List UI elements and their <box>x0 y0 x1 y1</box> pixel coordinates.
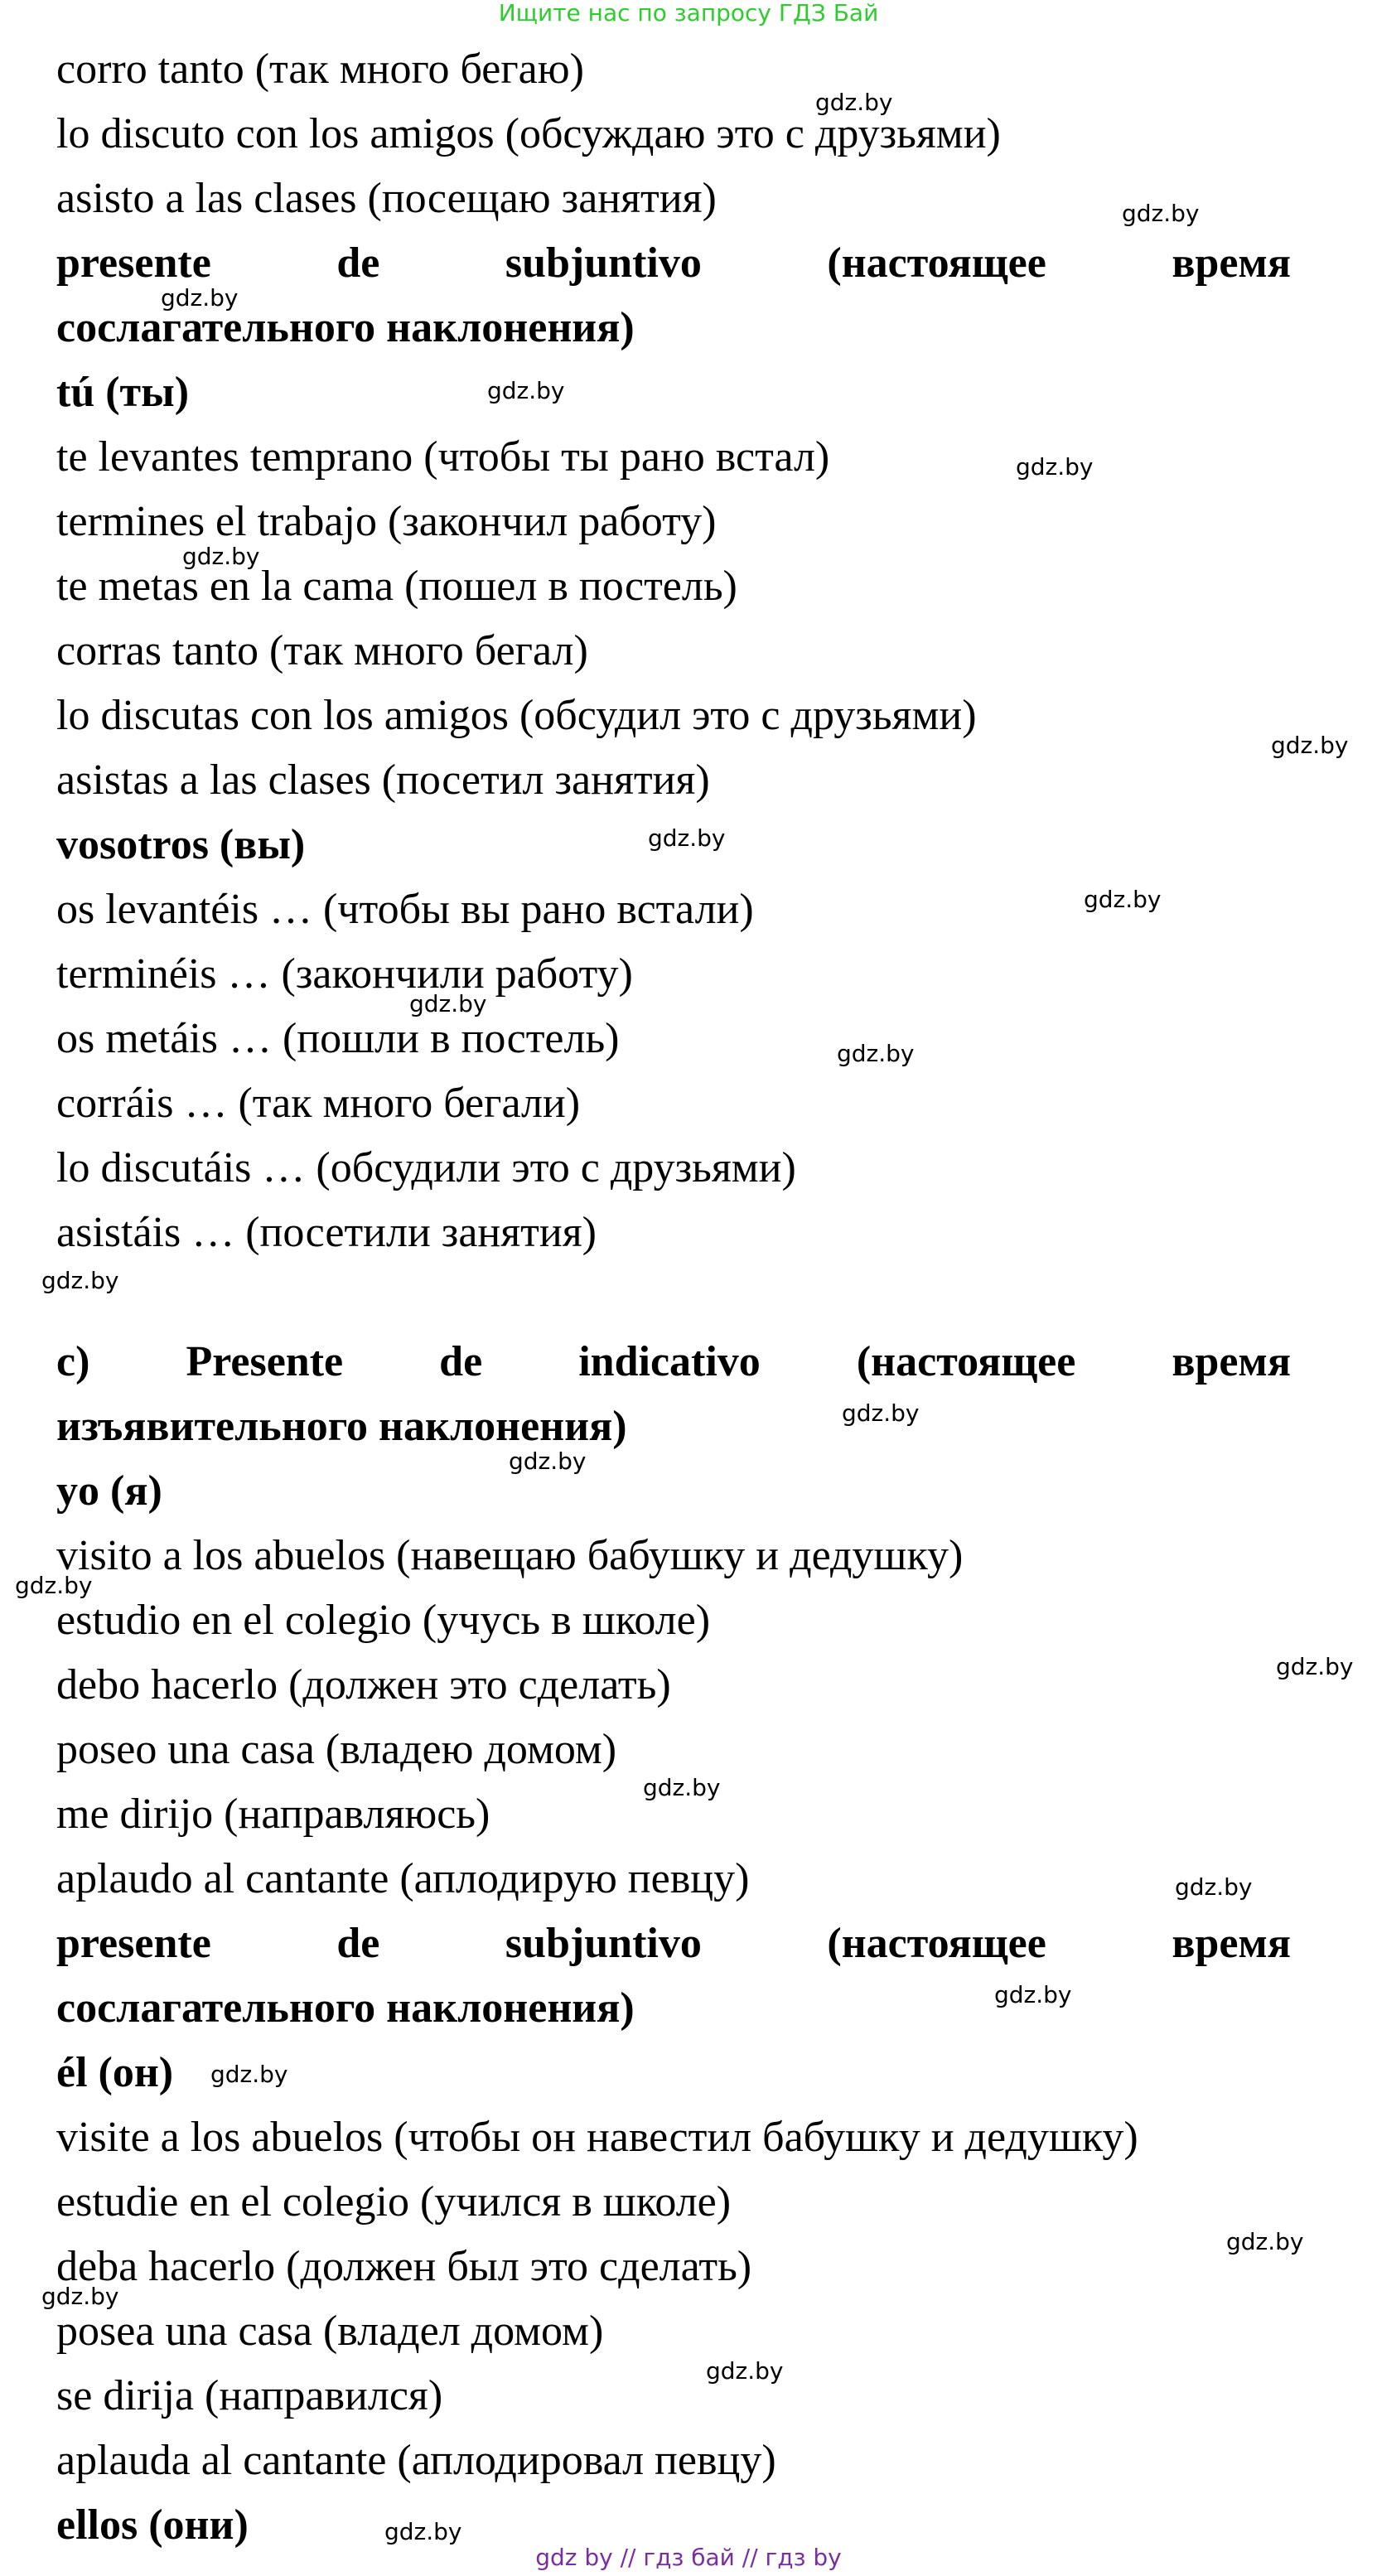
text-line: asistáis … (посетили занятия) <box>56 1209 597 1256</box>
top-banner[interactable]: Ищите нас по запросу ГДЗ Бай <box>498 0 879 27</box>
heading-word: subjuntivo <box>505 1920 702 1967</box>
watermark: gdz.by <box>409 990 487 1017</box>
text-line: os metáis … (пошли в постель) <box>56 1015 620 1062</box>
text-line: lo discutas con los amigos (обсудил это с друзьями) <box>56 692 977 739</box>
text-line: terminéis … (закончили работу) <box>56 950 633 998</box>
heading-line: сослагательного наклонения) <box>56 304 635 351</box>
watermark: gdz.by <box>1175 1873 1253 1901</box>
section-heading-justified <box>56 1337 1291 1387</box>
watermark: gdz.by <box>994 1981 1072 2008</box>
watermark: gdz.by <box>210 2061 288 2088</box>
watermark: gdz.by <box>15 1572 93 1599</box>
pronoun-heading: yo (я) <box>56 1467 162 1515</box>
heading-word: de <box>336 239 380 287</box>
heading-word: indicativo <box>578 1338 761 1385</box>
watermark: gdz.by <box>643 1774 721 1801</box>
pronoun-heading: ellos (они) <box>56 2501 249 2549</box>
text-line: aplauda al cantante (аплодировал певцу) <box>56 2437 776 2484</box>
text-line: corráis … (так много бегали) <box>56 1080 581 1127</box>
heading-line-justified <box>56 239 1291 288</box>
watermark: gdz.by <box>1226 2228 1304 2255</box>
watermark: gdz.by <box>837 1040 915 1067</box>
watermark: gdz.by <box>1271 732 1349 759</box>
heading-line: сослагательного наклонения) <box>56 1984 635 2032</box>
heading-word: de <box>336 1920 380 1967</box>
watermark: gdz.by <box>41 1267 119 1294</box>
text-line: estudie en el colegio (учился в школе) <box>56 2178 732 2226</box>
watermark: gdz.by <box>815 89 893 116</box>
text-line: poseo una casa (владею домом) <box>56 1726 617 1773</box>
watermark: gdz.by <box>1016 453 1094 481</box>
heading-line: изъявительного наклонения) <box>56 1403 627 1450</box>
heading-word: presente <box>56 239 211 287</box>
watermark: gdz.by <box>842 1399 920 1427</box>
watermark: gdz.by <box>509 1447 587 1475</box>
heading-word: (настоящее <box>827 1920 1046 1967</box>
heading-word: de <box>439 1338 483 1385</box>
heading-line-justified <box>56 1919 1291 1969</box>
watermark: gdz.by <box>182 543 260 570</box>
text-line: termines el trabajo (закончил работу) <box>56 498 717 545</box>
text-line: visito a los abuelos (навещаю бабушку и дедушку) <box>56 1532 964 1579</box>
heading-word: время <box>1172 1338 1291 1385</box>
text-line: te metas en la cama (пошел в постель) <box>56 563 737 610</box>
heading-word: presente <box>56 1920 211 1967</box>
heading-word: c) <box>56 1338 90 1385</box>
watermark: gdz.by <box>487 377 565 404</box>
text-line: asistas a las clases (посетил занятия) <box>56 756 710 804</box>
watermark: gdz.by <box>1276 1653 1354 1680</box>
text-line: aplaudo al cantante (аплодирую певцу) <box>56 1855 750 1902</box>
text-line: posea una casa (владел домом) <box>56 2308 604 2355</box>
watermark: gdz.by <box>384 2518 462 2545</box>
text-line: lo discutáis … (обсудили это с друзьями) <box>56 1144 796 1191</box>
watermark: gdz.by <box>648 824 726 852</box>
text-line: lo discuto con los amigos (обсуждаю это с друзьями) <box>56 110 1001 157</box>
watermark: gdz.by <box>41 2283 119 2310</box>
heading-word: subjuntivo <box>505 239 702 287</box>
heading-word: (настоящее <box>827 239 1046 287</box>
heading-word: Presente <box>186 1338 344 1385</box>
text-line: se dirija (направился) <box>56 2372 443 2419</box>
watermark: gdz.by <box>1084 886 1162 913</box>
heading-word: (настоящее <box>856 1338 1076 1385</box>
text-line: visite a los abuelos (чтобы он навестил бабушку и дедушку) <box>56 2114 1138 2161</box>
watermark: gdz.by <box>1122 200 1200 227</box>
text-line: te levantes temprano (чтобы ты рано встал) <box>56 433 830 481</box>
text-line: me dirijo (направляюсь) <box>56 1791 490 1838</box>
text-line: debo hacerlo (должен это сделать) <box>56 1661 671 1708</box>
heading-word: время <box>1172 239 1291 287</box>
text-line: deba hacerlo (должен был это сделать) <box>56 2243 752 2290</box>
text-line: os levantéis … (чтобы вы рано встали) <box>56 886 754 933</box>
watermark: gdz.by <box>161 284 239 312</box>
text-line: estudio en el colegio (учусь в школе) <box>56 1597 711 1644</box>
pronoun-heading: tú (ты) <box>56 369 190 416</box>
heading-word: время <box>1172 1920 1291 1967</box>
text-line: asisto a las clases (посещаю занятия) <box>56 175 717 222</box>
pronoun-heading: él (он) <box>56 2049 174 2096</box>
bottom-banner[interactable]: gdz by // гдз бай // гдз by <box>535 2544 842 2571</box>
text-line: corro tanto (так много бегаю) <box>56 46 584 93</box>
pronoun-heading: vosotros (вы) <box>56 821 306 868</box>
text-line: corras tanto (так много бегал) <box>56 627 588 674</box>
watermark: gdz.by <box>706 2357 784 2385</box>
